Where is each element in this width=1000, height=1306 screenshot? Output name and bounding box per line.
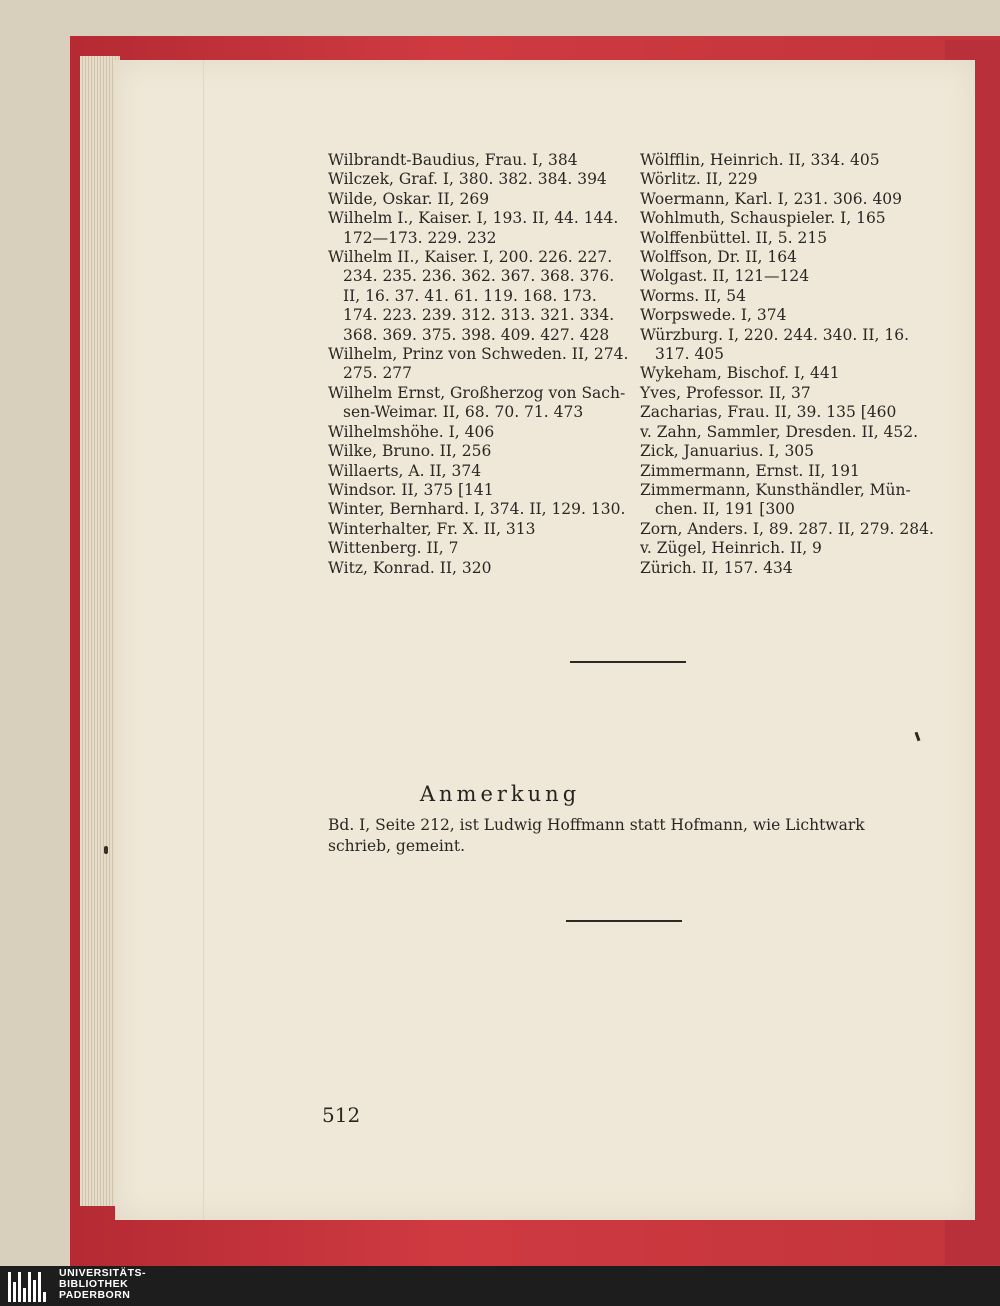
index-entry: Wolgast. II, 121—124 [640, 267, 810, 286]
page-number: 512 [322, 1103, 361, 1127]
library-logo-text [59, 1268, 146, 1301]
divider-rule-top [570, 661, 686, 663]
index-entry: Wilhelm I., Kaiser. I, 193. II, 44. 144. [328, 209, 619, 228]
index-entry: 368. 369. 375. 398. 409. 427. 428 [343, 325, 610, 344]
index-entry: Würzburg. I, 220. 244. 340. II, 16. [640, 325, 909, 344]
index-entry: Wilczek, Graf. I, 380. 382. 384. 394 [328, 170, 607, 189]
index-entry: Zimmermann, Kunsthändler, Mün- [640, 480, 911, 499]
library-logo-icon [8, 1266, 53, 1302]
library-logo-line1: UNIVERSITÄTS- [59, 1266, 147, 1279]
index-entry: v. Zahn, Sammler, Dresden. II, 452. [640, 422, 919, 441]
index-entry: Yves, Professor. II, 37 [640, 383, 811, 402]
index-entry: Zorn, Anders. I, 89. 287. II, 279. 284. [640, 519, 934, 538]
library-logo [8, 1266, 146, 1302]
index-entry: Wilke, Bruno. II, 256 [328, 442, 492, 461]
index-entry: Wykeham, Bischof. I, 441 [640, 364, 840, 383]
note-heading: Anmerkung [419, 782, 581, 806]
index-entry: Wörlitz. II, 229 [640, 170, 758, 189]
index-entry: Worms. II, 54 [640, 286, 746, 305]
index-entry: Wohlmuth, Schauspieler. I, 165 [640, 209, 886, 228]
index-entry: v. Zügel, Heinrich. II, 9 [640, 539, 822, 558]
footer-band [0, 1266, 1000, 1306]
index-entry: Zürich. II, 157. 434 [640, 558, 793, 577]
index-entry: Windsor. II, 375 [141 [328, 480, 494, 499]
index-entry: Wittenberg. II, 7 [328, 539, 459, 558]
index-entry: 234. 235. 236. 362. 367. 368. 376. [343, 267, 615, 286]
index-entry: Willaerts, A. II, 374 [328, 461, 482, 480]
index-entry: 174. 223. 239. 312. 313. 321. 334. [343, 306, 615, 325]
page-edges [80, 56, 120, 1206]
index-entry: Witz, Konrad. II, 320 [328, 558, 492, 577]
index-entry: Zacharias, Frau. II, 39. 135 [460 [640, 403, 897, 422]
index-entry: Wolffson, Dr. II, 164 [640, 248, 797, 267]
index-entry: Woermann, Karl. I, 231. 306. 409 [640, 189, 903, 208]
index-column-left [328, 151, 629, 578]
index-entry: chen. II, 191 [300 [655, 500, 795, 519]
index-entry: Zick, Januarius. I, 305 [640, 442, 815, 461]
index-entry: 275. 277 [343, 364, 413, 383]
index-entry: Zimmermann, Ernst. II, 191 [640, 461, 860, 480]
index-entry: Wilde, Oskar. II, 269 [328, 189, 490, 208]
index-entry: Winter, Bernhard. I, 374. II, 129. 130. [328, 500, 626, 519]
index-entry: Wilhelmshöhe. I, 406 [328, 422, 495, 441]
spine-mark [104, 846, 108, 854]
index-entry: Wilhelm II., Kaiser. I, 200. 226. 227. [328, 248, 613, 267]
index-entry: Worpswede. I, 374 [640, 306, 787, 325]
library-logo-line2: BIBLIOTHEK [59, 1277, 129, 1290]
divider-rule-bottom [566, 920, 682, 922]
index-entry: 172—173. 229. 232 [343, 228, 497, 247]
index-entry: Wilhelm, Prinz von Schweden. II, 274. [328, 345, 629, 364]
index-entry: 317. 405 [655, 345, 725, 364]
library-logo-line3: PADERBORN [59, 1288, 131, 1301]
index-entry: sen-Weimar. II, 68. 70. 71. 473 [343, 403, 584, 422]
index-entry: II, 16. 37. 41. 61. 119. 168. 173. [343, 286, 597, 305]
index-column-right [640, 151, 940, 578]
note-text: Bd. I, Seite 212, ist Ludwig Hoffmann statt Hofmann, wie Lichtwark schrieb, gemeint. [328, 816, 865, 855]
index-entry: Winterhalter, Fr. X. II, 313 [328, 519, 536, 538]
index-entry: Wilhelm Ernst, Großherzog von Sach- [328, 383, 626, 402]
index-entry: Wilbrandt-Baudius, Frau. I, 384 [328, 151, 578, 169]
index-entry: Wolffenbüttel. II, 5. 215 [640, 228, 828, 247]
index-entry: Wölfflin, Heinrich. II, 334. 405 [640, 151, 880, 169]
